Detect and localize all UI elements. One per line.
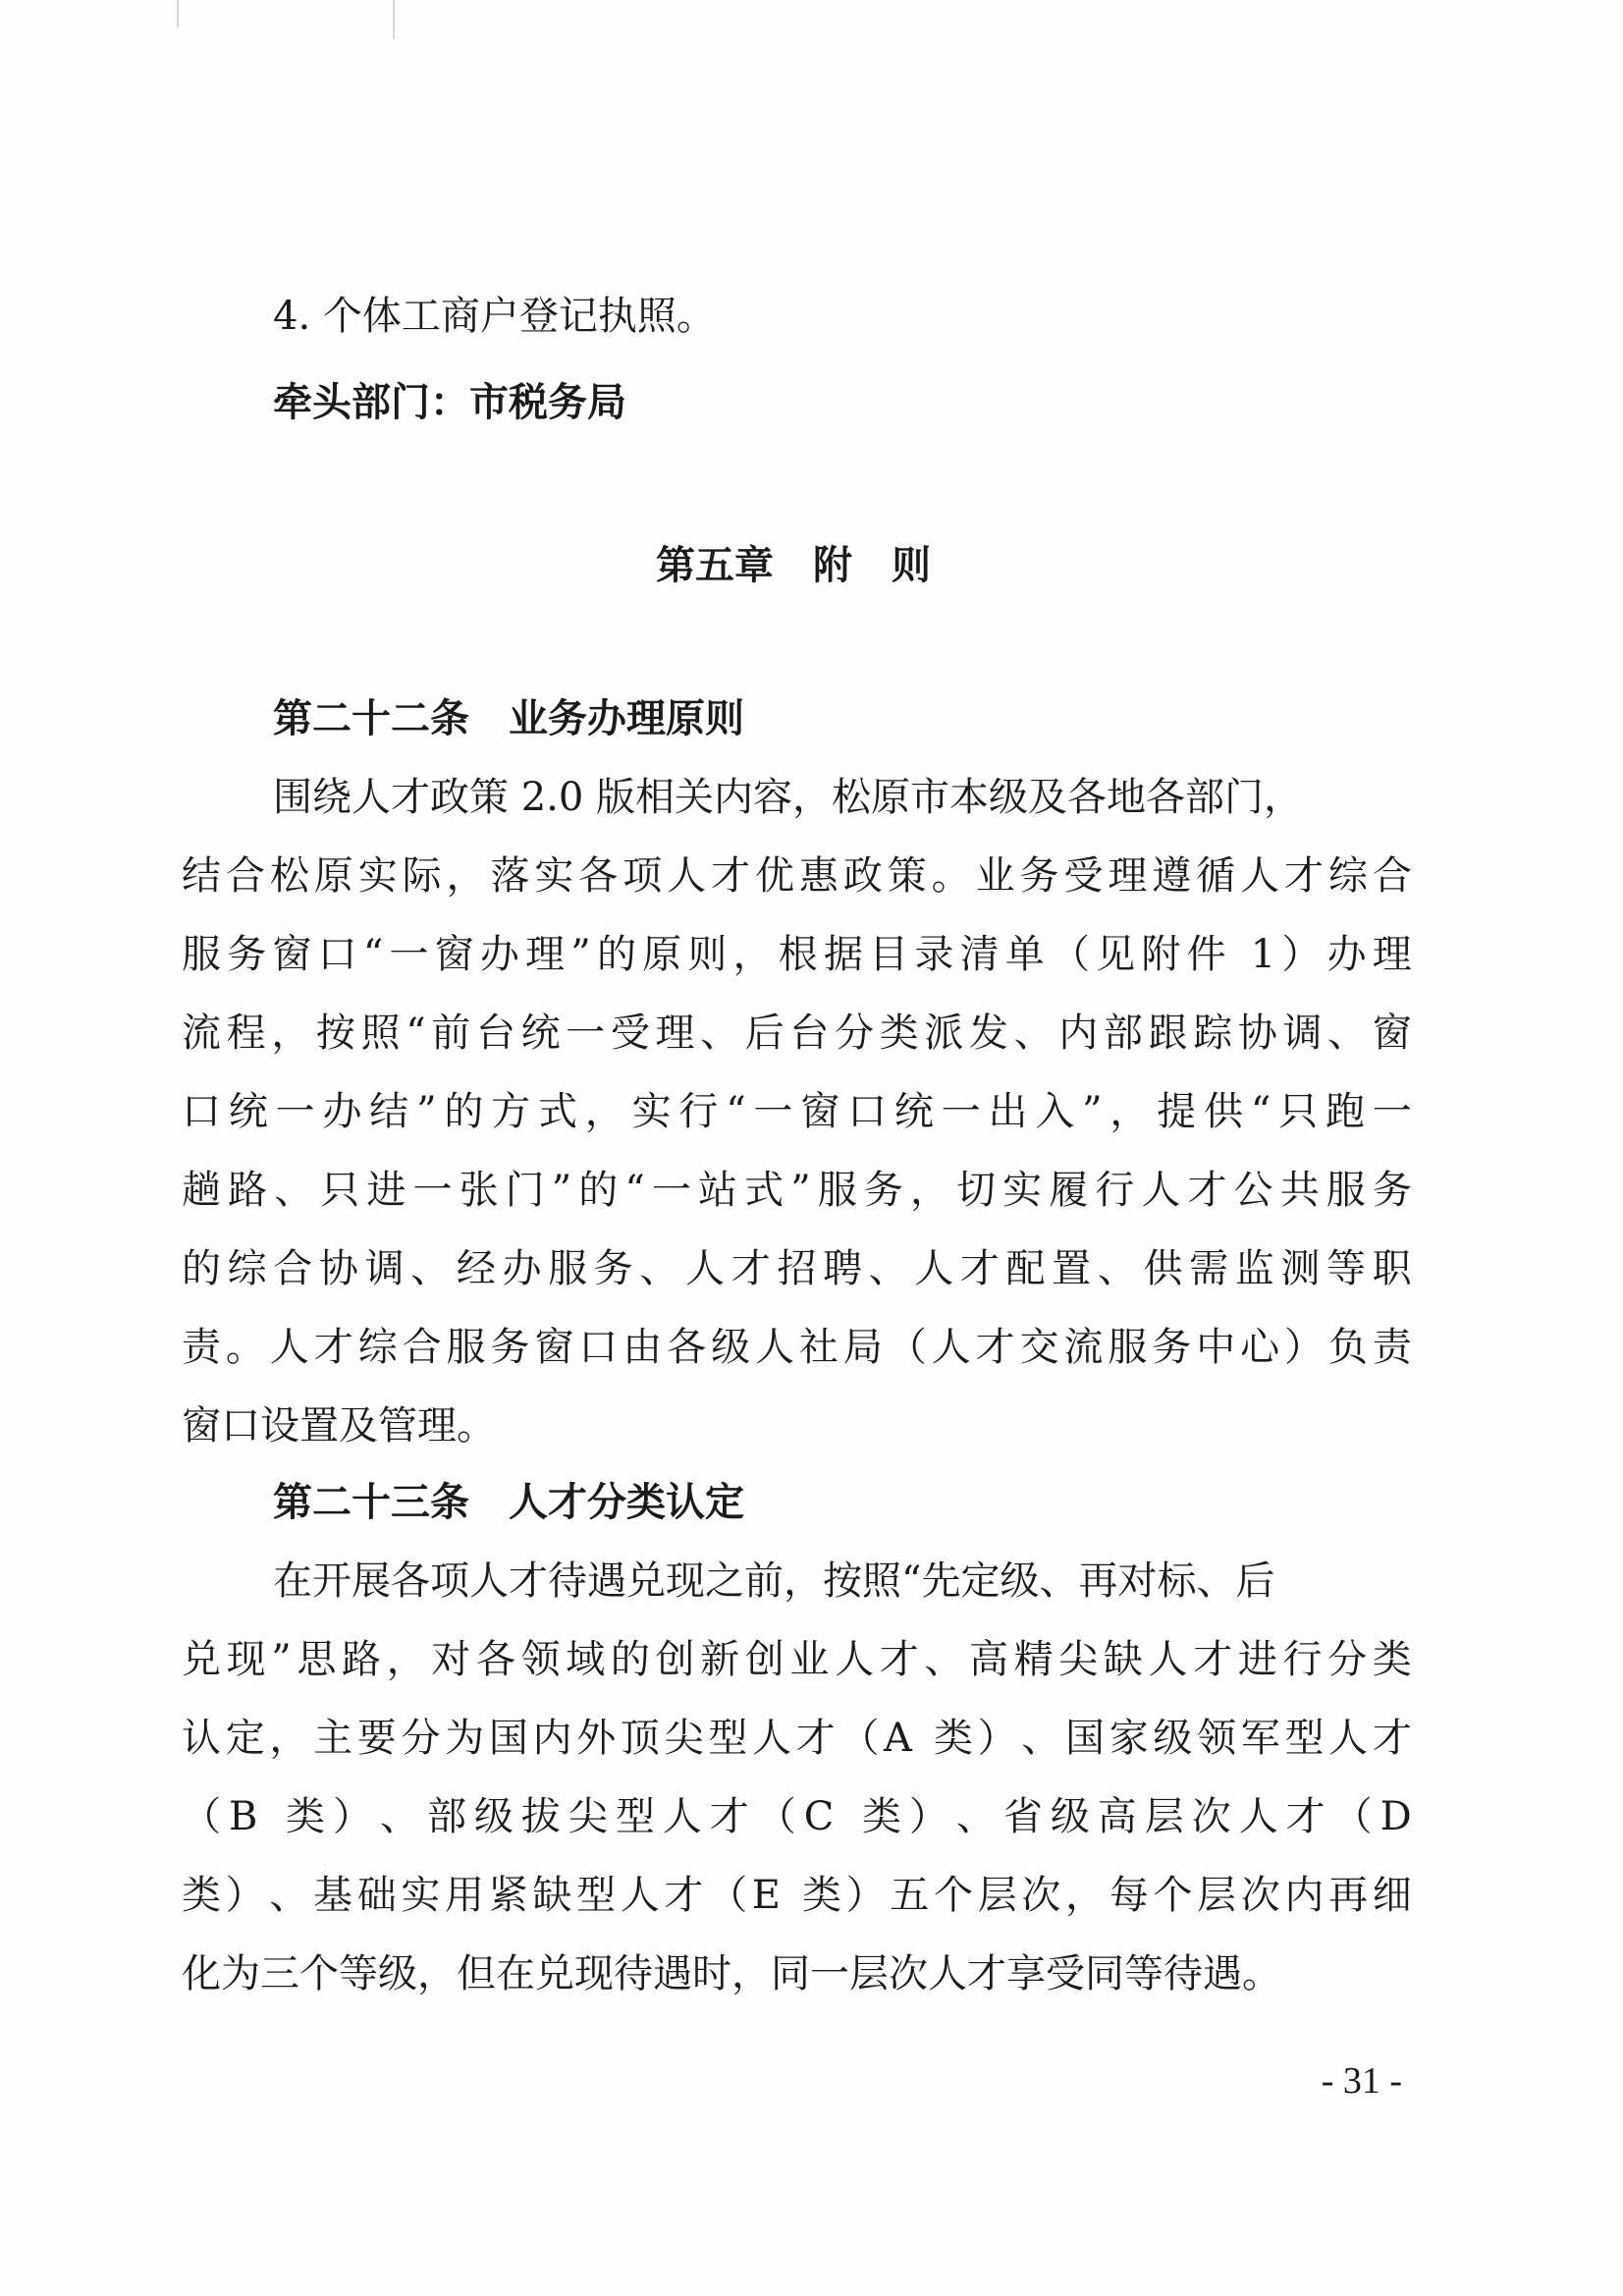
article-22-heading: 第二十二条 业务办理原则 [273,696,744,741]
paragraph-line: 化为三个等级，但在兑现待遇时，同一层次人才享受同等待遇。 [182,1951,1281,1996]
paragraph-line: 认 定 ， 主 要 分 为 国 内 外 顶 尖 型 人 才 （ A 类 ） 、 国 家 级 领 军 型 人 才 [182,1716,1412,1761]
paragraph-line: 的 综 合 协 调 、 经 办 服 务 、 人 才 招 聘 、 人 才 配 置 、 供 需 监 测 等 职 [182,1246,1412,1291]
scan-edge-mark [177,0,179,27]
list-item-4: 4. 个体工商户登记执照。 [273,294,716,339]
article-23-heading: 第二十三条 人才分类认定 [273,1480,744,1525]
page-number: - 31 - [1321,2060,1402,2102]
chapter-title: 第五章 附 则 [656,543,931,588]
paragraph-line: 口 统 一 办 结 ” 的 方 式 ， 实 行 “ 一 窗 口 统 一 出 入 ” ， 提 供 “ 只 跑 一 [182,1089,1412,1134]
scan-edge-mark [393,0,395,39]
paragraph-line: 责 。 人 才 综 合 服 务 窗 口 由 各 级 人 社 局 （ 人 才 交 流 服 务 中 心 ） 负 责 [182,1325,1412,1370]
paragraph-line: 围绕人才政策 2.0 版相关内容，松原市本级及各地各部门， [273,775,1304,820]
paragraph-line: 结 合 松 原 实 际 ， 落 实 各 项 人 才 优 惠 政 策 。 业 务 受 理 遵 循 人 才 综 合 [182,853,1412,899]
paragraph-line: 在开展各项人才待遇兑现之前，按照“先定级、再对标、后 [273,1558,1275,1604]
paragraph-line: 服 务 窗 口 “ 一 窗 办 理 ” 的 原 则 ， 根 据 目 录 清 单 （ 见 附 件 1 ） 办 理 [182,932,1412,977]
paragraph-line: 兑 现 ” 思 路 ， 对 各 领 域 的 创 新 创 业 人 才 、 高 精 尖 缺 人 才 进 行 分 类 [182,1637,1412,1682]
paragraph-line: （ B 类 ） 、 部 级 拔 尖 型 人 才 （ C 类 ） 、 省 级 高 层 次 人 才 （ D [182,1794,1412,1839]
paragraph-line: 趟 路 、 只 进 一 张 门 ” 的 “ 一 站 式 ” 服 务 ， 切 实 履 行 人 才 公 共 服 务 [182,1168,1412,1213]
paragraph-line: 窗口设置及管理。 [182,1403,496,1449]
lead-department: 牵头部门：市税务局 [273,380,626,425]
paragraph-line: 流 程 ， 按 照 “ 前 台 统 一 受 理 、 后 台 分 类 派 发 、 内 部 跟 踪 协 调 、 窗 [182,1011,1412,1056]
paragraph-line: 类 ） 、 基 础 实 用 紧 缺 型 人 才 （ E 类 ） 五 个 层 次 ， 每 个 层 次 内 再 细 [182,1873,1412,1918]
